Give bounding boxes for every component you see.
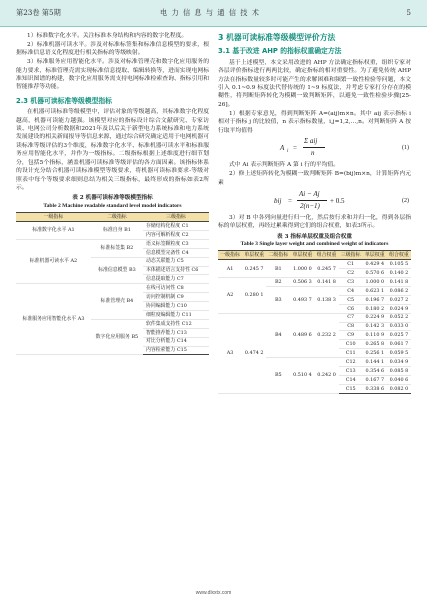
paragraph: 1）标准数字化水平。关注标准本身结构和内容的数字化程度。 xyxy=(27,33,188,39)
table-header: 三级指标 xyxy=(143,212,209,221)
table-caption-cn: 表 2 机器可读标准等级模型指标 xyxy=(72,195,153,202)
right-column xyxy=(218,32,411,394)
table-row xyxy=(218,313,411,322)
table-cell: 1.000 0 xyxy=(363,278,387,287)
eq1-lhs: A xyxy=(280,144,285,153)
table-cell: A3 xyxy=(218,313,242,393)
table-header: 二级指标 xyxy=(91,212,143,221)
table-caption-en: Table 2 Machine readable standard level model indicators xyxy=(43,202,182,209)
eq1-sub: i xyxy=(287,149,289,155)
table-cell: 0.034 9 xyxy=(387,358,411,367)
paragraph: 1）根据专家意见，得到判断矩阵 A=(aij)m×n。其中 aij 表示指标 i 相对于指标 j 的比较值，n 表示指标数量，i,j=1,2,…,n。对判断矩阵 A 按行取平均值得 xyxy=(218,110,411,134)
table-cell: 0.059 5 xyxy=(387,349,411,358)
table-cell: 0.280 1 xyxy=(242,278,266,314)
table-cell: 内容可解析程度 C2 xyxy=(143,231,209,240)
eq2-denominator: 2(n−1) xyxy=(300,201,320,210)
table-cell: 0.033 0 xyxy=(387,322,411,331)
table-cell: 0.265 8 xyxy=(363,340,387,349)
table-cell: C9 xyxy=(339,331,363,340)
table-cell: 0.506 3 xyxy=(290,278,314,287)
table-cell: 0.061 7 xyxy=(387,340,411,349)
table-cell: B5 xyxy=(266,358,290,394)
eq2-lhs: bij xyxy=(274,196,282,205)
eq2-number: (2) xyxy=(402,197,409,204)
table-cell: 0.224 9 xyxy=(363,313,387,322)
journal-title: 电 力 信 息 与 通 信 技 术 xyxy=(160,8,260,17)
table-cell: 0.474 2 xyxy=(242,313,266,393)
table-row xyxy=(218,260,411,269)
table-cell: C11 xyxy=(339,349,363,358)
table-row xyxy=(218,278,411,287)
table-cell: 0.245 7 xyxy=(242,260,266,278)
table-cell: 0.232 2 xyxy=(315,313,339,357)
table-cell: 0.167 7 xyxy=(363,375,387,384)
table-cell: C12 xyxy=(339,358,363,367)
table-header: 一级指标 xyxy=(16,212,91,221)
table-row xyxy=(16,284,209,293)
table-cell: 0.242 0 xyxy=(315,358,339,394)
section-heading: 3.1 基于改进 AHP 的指标权重确定方法 xyxy=(218,47,342,56)
page-number: 5 xyxy=(406,8,411,17)
table-cell: 0.354 6 xyxy=(363,367,387,376)
table-caption-en: Table 3 Single layer weight and combined weight of indicators xyxy=(240,240,389,247)
table-cell: 0.493 7 xyxy=(290,286,314,313)
table-cell: 数字化应用服务 B5 xyxy=(91,319,143,355)
table-header: 单层权重 xyxy=(363,250,387,259)
table-header: 单层权重 xyxy=(290,250,314,259)
table-header-row xyxy=(218,250,411,259)
table-cell: 0.245 7 xyxy=(315,260,339,278)
table-header: 单层权重 xyxy=(242,250,266,259)
table-cell: 0.024 9 xyxy=(387,304,411,313)
table-cell: 标准信息模型 B3 xyxy=(91,257,143,284)
table-cell: 0.085 8 xyxy=(387,367,411,376)
table-cell: 0.570 6 xyxy=(363,269,387,278)
table-cell: 语义标签颗粒度 C3 xyxy=(143,239,209,248)
table-caption xyxy=(16,195,209,209)
table-cell: 0.140 2 xyxy=(387,269,411,278)
table-cell: C6 xyxy=(339,304,363,313)
left-column xyxy=(16,32,209,355)
table-cell: 0.138 3 xyxy=(315,286,339,313)
paragraph: 3）标准服务应用智能化水平。涉及对标准管理壳和数字化应用服务的能力要求，标准管理壳需实现标准信息提取、编辑转换等，进而实现电网标准知识图谱的构建，数字化应用服务需支持电网标准检索查询、指标引用和智能推荐等功能。 xyxy=(16,59,209,91)
table-cell: C8 xyxy=(339,322,363,331)
table-header: 三级指标 xyxy=(339,250,363,259)
table-caption xyxy=(218,234,411,248)
table-cell: 0.082 0 xyxy=(387,384,411,393)
table-cell: 内容检索能力 C15 xyxy=(143,346,209,355)
table-cell: B4 xyxy=(266,313,290,357)
site-footer: www.dlxxtx.com xyxy=(195,590,232,596)
table-caption-cn: 表 3 指标单层权重及组合权重 xyxy=(277,233,352,240)
chapter-heading: 3 机器可读标准等级模型评价方法 xyxy=(218,33,336,42)
table-cell: 细粒度编辑能力 C11 xyxy=(143,311,209,320)
table-cell: 智能推荐能力 C13 xyxy=(143,328,209,337)
paragraph: 3）对 B 中各列向量进行归一化，然后按行求和并归一化，得到各层指标的单层权重，再经过累乘得到它们的组合权重，如表3所示。 xyxy=(218,214,411,230)
table-cell: C3 xyxy=(339,278,363,287)
table-header: 组合权重 xyxy=(315,250,339,259)
table-row xyxy=(16,222,209,231)
eq2-numerator: Ai − Aj xyxy=(299,189,320,198)
table-cell: 0.180 2 xyxy=(363,304,387,313)
table-cell: B2 xyxy=(266,278,290,287)
table-cell: 0.141 8 xyxy=(315,278,339,287)
table-cell: 标准数字化水平 A1 xyxy=(16,222,91,240)
table-body xyxy=(218,260,411,393)
table-cell: 0.052 2 xyxy=(387,313,411,322)
table-cell: C14 xyxy=(339,375,363,384)
table-cell: 标准标签集 B2 xyxy=(91,239,143,257)
table-cell: 0.040 6 xyxy=(387,375,411,384)
indicator-table xyxy=(16,212,209,356)
table-cell: 0.086 2 xyxy=(387,286,411,295)
table-cell: C4 xyxy=(339,286,363,295)
table-cell: 信息模型完备性 C4 xyxy=(143,248,209,257)
table-header: 一级指标 xyxy=(218,250,242,259)
table-header: 组合权重 xyxy=(387,250,411,259)
table-cell: C13 xyxy=(339,367,363,376)
table-cell: C1 xyxy=(339,260,363,269)
table-body xyxy=(16,222,209,355)
table-cell: C5 xyxy=(339,295,363,304)
table-cell: 标准机器可读水平 A2 xyxy=(16,239,91,283)
table-cell: 0.510 4 xyxy=(290,358,314,394)
table-cell: 0.025 7 xyxy=(387,331,411,340)
paragraph: 2）修上述矩阵转化为模糊一致判断矩阵 B=(bij)m×n，计算矩阵内元素 xyxy=(218,171,411,186)
paragraph: 2）标准机器可读水平。涉及对标准标签集和标准信息模型的要求，根据标准信息语义化程度进行相关指标的等级映射。 xyxy=(16,41,209,57)
table-cell: 0.144 1 xyxy=(363,358,387,367)
table-cell: 软件集成支持性 C12 xyxy=(143,319,209,328)
table-cell: 标准管理壳 B4 xyxy=(91,284,143,320)
equation-2: bij = Ai − Aj 2(n−1) + 0.5 (2) xyxy=(274,189,409,210)
table-cell: 对比分析能力 C14 xyxy=(143,337,209,346)
eq2-tail: + 0.5 xyxy=(330,196,345,205)
table-cell: 0.027 2 xyxy=(387,295,411,304)
table-cell: 0.142 3 xyxy=(363,322,387,331)
table-cell: 0.196 7 xyxy=(363,295,387,304)
table-cell: C2 xyxy=(339,269,363,278)
eq1-denominator: n xyxy=(311,149,315,158)
table-cell: 0.105 5 xyxy=(387,260,411,269)
table-cell: C10 xyxy=(339,340,363,349)
table-cell: 动态关联能力 C5 xyxy=(143,257,209,266)
table-cell: 0.429 4 xyxy=(363,260,387,269)
table-cell: 标准自身 B1 xyxy=(91,222,143,240)
table-cell: 访问控制机制 C9 xyxy=(143,293,209,302)
table-cell: 0.623 1 xyxy=(363,286,387,295)
paragraph: 式中 Ai 表示判断矩阵 A 第 i 行的平均值。 xyxy=(229,162,340,169)
eq1-number: (1) xyxy=(402,145,409,152)
table-cell: 1.000 0 xyxy=(290,260,314,278)
table-cell: A1 xyxy=(218,260,242,278)
paragraph: 基于上述模型，本文采用改进的 AHP 方法确定指标权重，组织专家对各层评价指标进行两两比较，确定指标的相对重要性。为了避免传统 AHP 方法在指标数量较多时可能产生的求解困难和频繁一致性检验等问题，本文引入 0.1~0.9 标度法代替传统的 1~9 标度法，并考虑专家打分存在的模糊性，将判断矩阵转化为模糊一致判断矩阵，以避免一致性检验步骤[25-26]。 xyxy=(218,59,411,108)
table-cell: B1 xyxy=(266,260,290,278)
equation-1: A i = Σ aij n (1) xyxy=(280,137,409,158)
table-cell: 0.489 6 xyxy=(290,313,314,357)
table-cell: 协同编辑能力 C10 xyxy=(143,302,209,311)
paragraph: 在机器可读标准等级模型中，评估对象的等级越高，其标准数字化程度越高，机器可读能力越强。该模型对应的指标设计综合文献研究、专家访谈、电网公司分析数据和2021年及以后关于新型电力系统标准和电力系统发展建设的相关新闻报导等信息来源，通过综合研究确定适用于电网机器可读标准等级评估的3个维度，标准数字化水平、标准机器可读水平和标准服务应用智能化水平，并作为一级指标。二级指标根据上述维度进行细节划分，包括5个指标，涵盖机器可读标准等级评估的各方面因素。该指标体系的设计充分结合机器可读标准模型等级要求，将机器可读标准要求-等级对照表中每个等级要求细则总结为相关三级指标，最终形成的指标如表2所示。 xyxy=(16,109,209,191)
table-cell: C15 xyxy=(339,384,363,393)
issue-label: 第23卷 第5期 xyxy=(16,8,61,17)
table-cell: 存储结构化程度 C1 xyxy=(143,222,209,231)
table-cell: 标准服务应用智能化水平 A3 xyxy=(16,284,91,355)
table-cell: 0.141 8 xyxy=(387,278,411,287)
table-cell: 本体描述语言支持性 C6 xyxy=(143,266,209,275)
table-cell: 在线可访问性 C8 xyxy=(143,284,209,293)
table-cell: 0.338 6 xyxy=(363,384,387,393)
section-heading: 2.3 机器可读标准等级模型指标 xyxy=(16,96,112,105)
table-row xyxy=(16,239,209,248)
table-cell: C7 xyxy=(339,313,363,322)
weight-table xyxy=(218,250,411,394)
table-cell: 0.110 9 xyxy=(363,331,387,340)
eq1-numerator: Σ aij xyxy=(304,137,318,146)
table-header: 二级指标 xyxy=(266,250,290,259)
table-cell: A2 xyxy=(218,278,242,314)
table-cell: 信息提取能力 C7 xyxy=(143,275,209,284)
table-cell: 0.256 1 xyxy=(363,349,387,358)
page-header xyxy=(0,0,427,27)
table-cell: B3 xyxy=(266,286,290,313)
